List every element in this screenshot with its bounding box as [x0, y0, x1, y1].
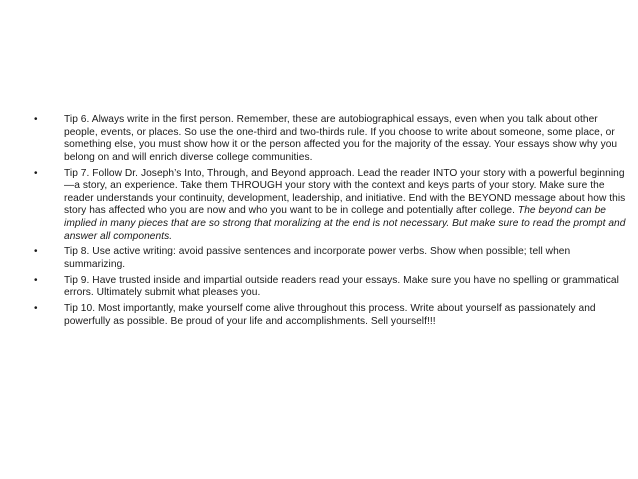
bullet-icon: •: [34, 274, 38, 286]
tip-8: [34, 246, 630, 271]
tip-7: [34, 168, 630, 244]
bullet-icon: •: [34, 246, 38, 258]
bullet-icon: •: [34, 114, 38, 125]
tip-9: [34, 275, 630, 300]
tip-7-italic-text: The beyond can be implied in many pieces that are so strong that moralizing at the end is not necessary. But make sure to read the prompt and answer all components.: [64, 205, 626, 242]
tip-10: [34, 303, 630, 328]
bullet-icon: •: [34, 303, 38, 315]
tip-7-text: Tip 7. Follow Dr. Joseph’s Into, Through, and Beyond approach. Lead the reader INTO your story with a powerful beginning—a story, an experience. Take them THROUGH your story with the context and keys parts of your story. Make sure the reader understands your continuity, development, leadership, and initiative. End with the BEYOND message about how this story has affected who you are now and who you want to be in college and potentially after college.: [64, 167, 626, 217]
tip-9-text: Tip 9. Have trusted inside and impartial outside readers read your essays. Make sure you have no spelling or grammatical errors. Ultimately submit what pleases you.: [64, 274, 619, 299]
tip-10-text: Tip 10. Most importantly, make yourself come alive throughout this process. Write about yourself as passionately and powerfully as possible. Be proud of your life and accomplishments. Sell yourself!!!: [64, 303, 596, 327]
tip-6-text: Tip 6. Always write in the first person. Remember, these are autobiographical essays, even when you talk about other people, events, or places. So use the one-third and two-thirds rule. If you choose to write about someone, some place, or something else, you must show how it or the person affected you for the majority of the essay. Your essays show why you belong on and will enrich diverse college communities.: [64, 114, 618, 163]
tips-list: [34, 114, 630, 331]
tip-6: [34, 114, 630, 164]
bullet-icon: •: [34, 167, 38, 179]
tip-8-text: Tip 8. Use active writing: avoid passive sentences and incorporate power verbs. Show when possible; tell when summarizing.: [64, 246, 571, 270]
